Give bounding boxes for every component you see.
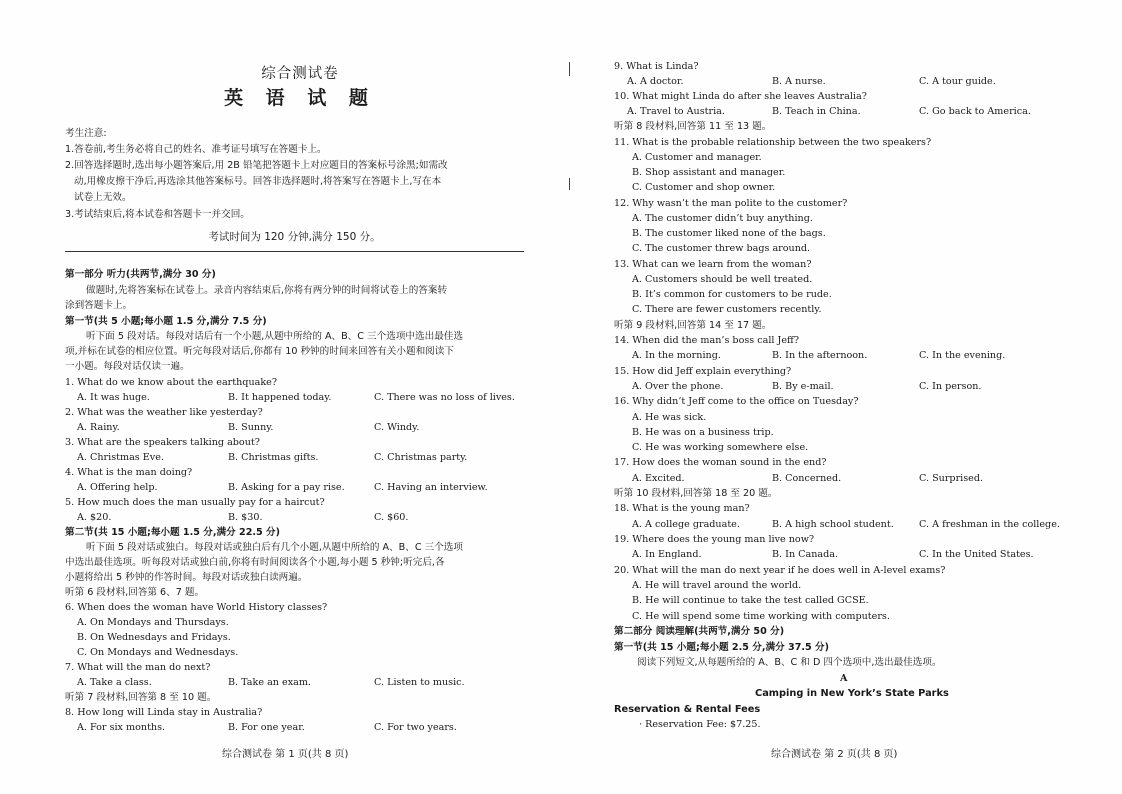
option-a: A. Travel to Austria. [627, 106, 725, 117]
question: 4. What is the man doing? [65, 467, 193, 478]
option-b: B. He will continue to take the test called GCSE. [632, 595, 869, 606]
part1-title: 第一部分 听力(共两节,满分 30 分) [65, 269, 216, 280]
option-b: B. By e-mail. [772, 381, 834, 392]
option-a: A. Christmas Eve. [77, 452, 164, 463]
exam-title: 英 语 试 题 [224, 87, 376, 109]
notice-heading: 考生注意: [65, 128, 107, 139]
part2-title: 第二部分 阅读理解(共两节,满分 50 分) [614, 626, 785, 637]
section1-intro: 项,并标在试卷的相应位置。听完每段对话后,你都有 10 秒钟的时间来回答有关小题和阅读下 [65, 346, 454, 357]
question: 16. Why didn’t Jeff come to the office on Tuesday? [614, 396, 859, 407]
option-c: C. There was no loss of lives. [374, 392, 515, 403]
question: 17. How does the woman sound in the end? [614, 457, 827, 468]
material-heading: 听第 6 段材料,回答第 6、7 题。 [65, 587, 205, 598]
option-b: B. The customer liked none of the bags. [632, 228, 826, 239]
part1-intro: 做题时,先将答案标在试卷上。录音内容结束后,你将有两分钟的时间将试卷上的答案转 [86, 285, 448, 296]
section1-title: 第一节(共 5 小题;每小题 1.5 分,满分 7.5 分) [65, 316, 267, 327]
option-c: C. Customer and shop owner. [632, 182, 776, 193]
option-c: C. Christmas party. [374, 452, 468, 463]
option-a: A. In England. [632, 549, 702, 560]
question: 10. What might Linda do after she leaves Australia? [614, 91, 867, 102]
option-b: B. Sunny. [228, 422, 274, 433]
option-a: A. Offering help. [77, 482, 158, 493]
option-c: C. $60. [374, 512, 409, 523]
question: 14. When did the man’s boss call Jeff? [614, 335, 800, 346]
section2-intro: 听下面 5 段对话或独白。每段对话或独白后有几个小题,从题中所给的 A、B、C 三个选项 [86, 542, 463, 553]
option-a: A. A college graduate. [632, 519, 740, 530]
notice-line: 试卷上无效。 [74, 192, 132, 203]
question: 13. What can we learn from the woman? [614, 259, 812, 270]
question: 7. What will the man do next? [65, 662, 211, 673]
option-b: B. He was on a business trip. [632, 427, 774, 438]
option-b: B. On Wednesdays and Fridays. [77, 632, 231, 643]
passage-letter: A [840, 673, 848, 684]
option-a: A. The customer didn’t buy anything. [632, 213, 813, 224]
option-b: B. A high school student. [772, 519, 894, 530]
option-c: C. In the evening. [919, 350, 1006, 361]
passage-title: Camping in New York’s State Parks [755, 688, 949, 699]
option-b: B. It’s common for customers to be rude. [632, 289, 832, 300]
notice-line: 1.答卷前,考生务必将自己的姓名、准考证号填写在答题卡上。 [65, 144, 327, 155]
passage-subheading: Reservation & Rental Fees [614, 704, 761, 715]
option-a: A. Take a class. [77, 677, 152, 688]
exam-subtitle: 综合测试卷 [261, 66, 339, 82]
material-heading: 听第 10 段材料,回答第 18 至 20 题。 [614, 488, 778, 499]
option-c: C. Listen to music. [374, 677, 465, 688]
option-c: C. Windy. [374, 422, 420, 433]
option-b: B. Teach in China. [772, 106, 861, 117]
option-c: C. Surprised. [919, 473, 984, 484]
option-a: A. For six months. [77, 722, 166, 733]
section2-title: 第二节(共 15 小题;每小题 1.5 分,满分 22.5 分) [65, 527, 281, 538]
question: 1. What do we know about the earthquake? [65, 377, 277, 388]
question: 12. Why wasn’t the man polite to the customer? [614, 198, 848, 209]
option-b: B. It happened today. [228, 392, 332, 403]
option-c: C. In the United States. [919, 549, 1034, 560]
option-a: A. He was sick. [632, 412, 707, 423]
option-a: A. A doctor. [627, 76, 684, 87]
option-b: B. Shop assistant and manager. [632, 167, 786, 178]
question: 9. What is Linda? [614, 61, 699, 72]
option-c: C. There are fewer customers recently. [632, 304, 822, 315]
page-footer: 综合测试卷 第 1 页(共 8 页) [222, 749, 349, 760]
question: 19. Where does the young man live now? [614, 534, 815, 545]
option-a: A. Customer and manager. [632, 152, 762, 163]
part2-intro: 阅读下列短文,从每题所给的 A、B、C 和 D 四个选项中,选出最佳选项。 [637, 657, 942, 668]
question: 8. How long will Linda stay in Australia? [65, 707, 263, 718]
option-a: A. He will travel around the world. [632, 580, 802, 591]
section1-intro: 听下面 5 段对话。每段对话后有一个小题,从题中所给的 A、B、C 三个选项中选出最佳选 [86, 331, 463, 342]
notice-line: 2.回答选择题时,选出每小题答案后,用 2B 铅笔把答题卡上对应题目的答案标号涂黑;如需改 [65, 160, 448, 171]
option-a: A. Rainy. [77, 422, 120, 433]
option-a: A. $20. [77, 512, 112, 523]
section1-intro: 一小题。每段对话仅读一遍。 [65, 361, 190, 372]
divider-line [65, 251, 524, 252]
option-b: B. In the afternoon. [772, 350, 868, 361]
section2-intro: 小题将给出 5 秒钟的作答时间。每段对话或独白读两遍。 [65, 572, 308, 583]
option-b: B. Asking for a pay rise. [228, 482, 345, 493]
option-b: B. Take an exam. [228, 677, 311, 688]
question: 15. How did Jeff explain everything? [614, 366, 792, 377]
option-c: C. The customer threw bags around. [632, 243, 811, 254]
option-b: B. Concerned. [772, 473, 842, 484]
material-heading: 听第 9 段材料,回答第 14 至 17 题。 [614, 320, 772, 331]
option-c: C. A tour guide. [919, 76, 996, 87]
question: 11. What is the probable relationship between the two speakers? [614, 137, 932, 148]
part1-intro: 涂到答题卡上。 [65, 300, 133, 311]
question: 5. How much does the man usually pay for a haircut? [65, 497, 325, 508]
question: 20. What will the man do next year if he does well in A-level exams? [614, 565, 946, 576]
question: 3. What are the speakers talking about? [65, 437, 260, 448]
option-a: A. In the morning. [632, 350, 721, 361]
option-c: C. Go back to America. [919, 106, 1031, 117]
option-c: C. On Mondays and Wednesdays. [77, 647, 239, 658]
option-c: C. A freshman in the college. [919, 519, 1060, 530]
notice-line: 3.考试结束后,将本试卷和答题卡一并交回。 [65, 209, 250, 220]
option-b: B. For one year. [228, 722, 305, 733]
page-footer: 综合测试卷 第 2 页(共 8 页) [771, 749, 898, 760]
option-c: C. Having an interview. [374, 482, 488, 493]
material-heading: 听第 8 段材料,回答第 11 至 13 题。 [614, 121, 772, 132]
passage-item: · Reservation Fee: $7.25. [639, 719, 761, 730]
question: 6. When does the woman have World History classes? [65, 602, 328, 613]
option-a: A. On Mondays and Thursdays. [77, 617, 229, 628]
option-b: B. Christmas gifts. [228, 452, 319, 463]
option-b: B. In Canada. [772, 549, 839, 560]
option-c: C. He will spend some time working with computers. [632, 611, 890, 622]
option-a: A. Over the phone. [632, 381, 724, 392]
part2-section1-title: 第一节(共 15 小题;每小题 2.5 分,满分 37.5 分) [614, 642, 830, 653]
question: 2. What was the weather like yesterday? [65, 407, 263, 418]
option-c: C. For two years. [374, 722, 457, 733]
material-heading: 听第 7 段材料,回答第 8 至 10 题。 [65, 692, 217, 703]
option-c: C. In person. [919, 381, 982, 392]
option-a: A. Customers should be well treated. [632, 274, 813, 285]
option-a: A. It was huge. [77, 392, 150, 403]
exam-time-note: 考试时间为 120 分钟,满分 150 分。 [208, 231, 381, 243]
option-b: B. $30. [228, 512, 263, 523]
option-a: A. Excited. [632, 473, 685, 484]
question: 18. What is the young man? [614, 503, 750, 514]
section2-intro: 中选出最佳选项。听每段对话或独白前,你将有时间阅读各个小题,每小题 5 秒钟;听完后,各 [65, 557, 445, 568]
page-2 [561, 0, 1122, 794]
notice-line: 动,用橡皮擦干净后,再选涂其他答案标号。回答非选择题时,将答案写在答题卡上,写在本 [74, 176, 442, 187]
option-b: B. A nurse. [772, 76, 826, 87]
option-c: C. He was working somewhere else. [632, 442, 809, 453]
